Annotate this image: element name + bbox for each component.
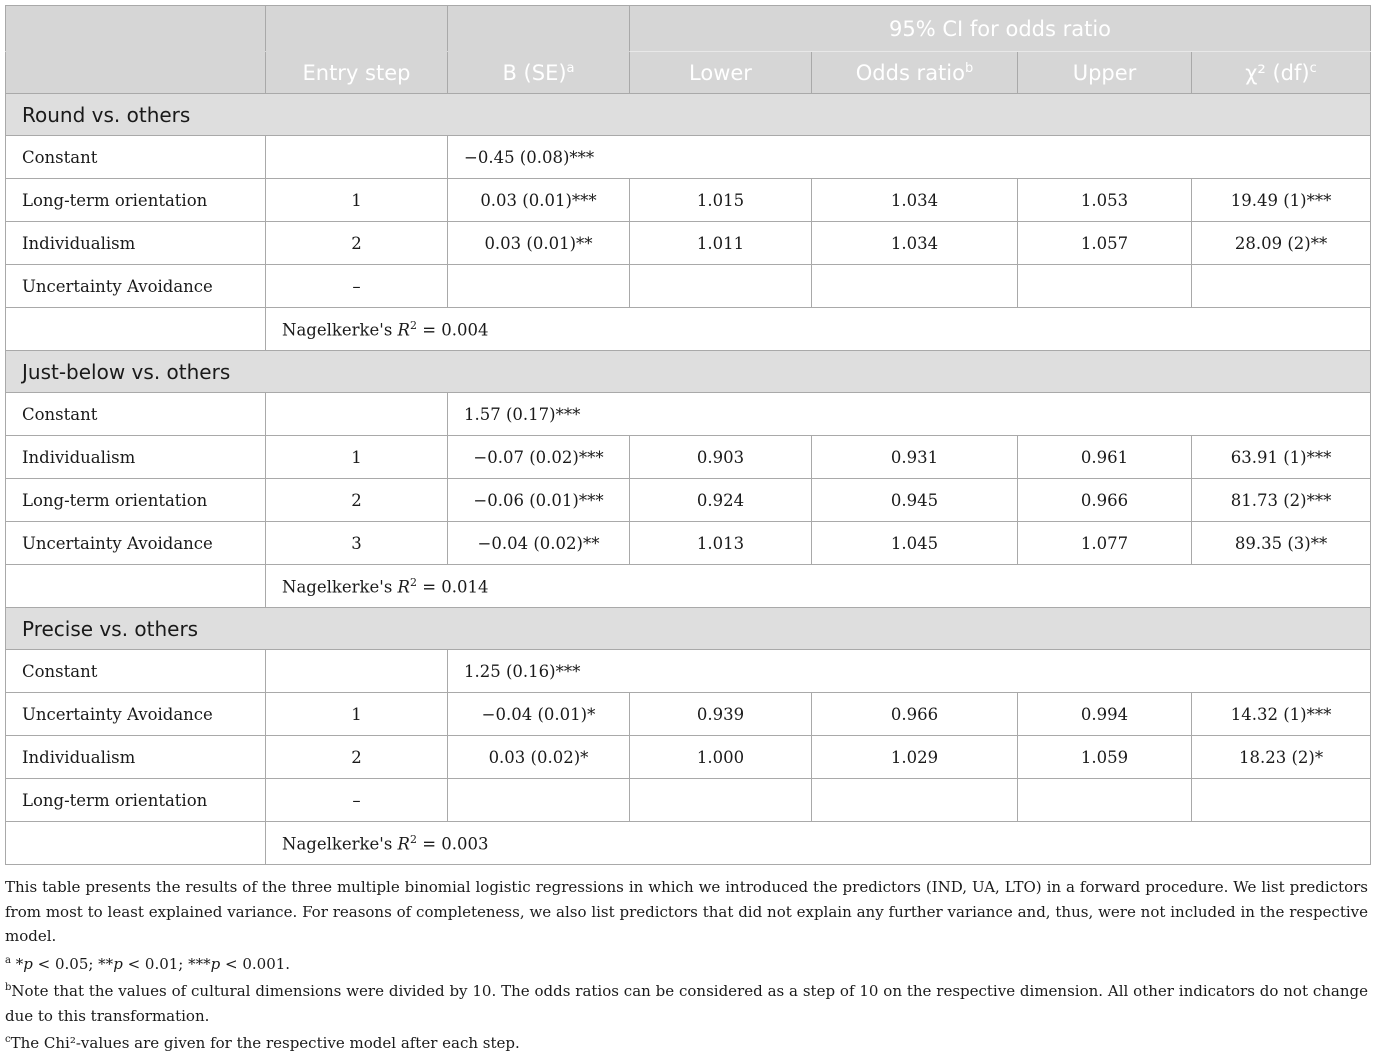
b-se-cell [448,779,630,822]
row-label: Individualism [6,436,266,479]
r-squared-row [6,565,1371,608]
entry-step-cell: 1 [266,179,448,222]
footnote-a-text [11,955,290,973]
lower-cell: 0.939 [630,693,812,736]
regression-table [5,5,1371,865]
r-squared-value: = 0.004 [416,320,489,340]
odds-ratio-cell: 1.034 [812,179,1018,222]
lower-cell: 0.924 [630,479,812,522]
footnote-a-fragment: < 0.05; ** [32,954,114,973]
b-se-cell: −0.06 (0.01)*** [448,479,630,522]
header-chi-square: χ² (df)$^c$ [1192,52,1371,94]
header-upper: Upper [1018,52,1192,94]
b-se-cell: −0.07 (0.02)*** [448,436,630,479]
r-squared-exponent: 2 [409,318,417,332]
entry-step-cell: 2 [266,479,448,522]
upper-cell [1018,265,1192,308]
b-se-cell [448,265,630,308]
chi-square-cell: 18.23 (2)* [1192,736,1371,779]
footnote-a: $^a$ *p < 0.05; **p < 0.01; ***p < 0.001. [5,954,291,973]
b-se-cell: −0.45 (0.08)*** [448,136,1371,179]
row-label: Uncertainty Avoidance [6,265,266,308]
row-label: Constant [6,393,266,436]
row-label: Long-term orientation [6,779,266,822]
header-b-se: B (SE)$^a$ [448,52,630,94]
row-label: Individualism [6,736,266,779]
odds-ratio-cell: 1.034 [812,222,1018,265]
upper-cell: 1.057 [1018,222,1192,265]
r-squared-variable: R [397,834,410,854]
lower-cell: 0.903 [630,436,812,479]
constant-row [6,393,1371,436]
row-label: Constant [6,650,266,693]
r-squared-exponent: 2 [409,832,417,846]
footnote-a-fragment: p [23,954,33,973]
chi-square-cell: 81.73 (2)*** [1192,479,1371,522]
lower-cell: 1.000 [630,736,812,779]
upper-cell: 0.966 [1018,479,1192,522]
odds-ratio-cell: 0.966 [812,693,1018,736]
row-label: Individualism [6,222,266,265]
chi-square-cell [1192,265,1371,308]
r-squared-cell [266,565,1371,608]
entry-step-cell: 1 [266,693,448,736]
header-lower: Lower [630,52,812,94]
b-se-cell: 1.25 (0.16)*** [448,650,1371,693]
section-header-row [6,608,1371,650]
table-header [6,6,1371,94]
b-se-cell: 0.03 (0.01)*** [448,179,630,222]
header-entry-step: Entry step [266,52,448,94]
section-header-row [6,94,1371,136]
upper-cell: 0.994 [1018,693,1192,736]
chi-square-cell: 19.49 (1)*** [1192,179,1371,222]
chi-square-cell: 14.32 (1)*** [1192,693,1371,736]
footnote-c: $^c$The Chi²-values are given for the respective model after each step. [5,1034,520,1052]
r-squared-exponent: 2 [409,575,417,589]
constant-row [6,650,1371,693]
lower-cell: 1.015 [630,179,812,222]
r-squared-row [6,822,1371,865]
footnote-a-fragment: p [210,954,221,973]
entry-step-cell [266,650,448,693]
table-row [6,222,1371,265]
row-label: Uncertainty Avoidance [6,522,266,565]
table-row [6,522,1371,565]
blank-cell [6,565,266,608]
entry-step-cell: 3 [266,522,448,565]
r-squared-prefix: Nagelkerke's [282,320,398,340]
header-blank-cell [6,6,266,52]
table-row [6,693,1371,736]
row-label: Long-term orientation [6,179,266,222]
r-squared-value: = 0.003 [416,834,489,854]
header-odds-ratio: Odds ratio$^b$ [812,52,1018,94]
table-footnotes [5,875,1368,1056]
chi-square-cell: 63.91 (1)*** [1192,436,1371,479]
table-row [6,265,1371,308]
footnote-b: $^b$Note that the values of cultural dimensions were divided by 10. The odds ratios can be considered as a step of 10 on the respective dimension. All other indicators do not change due to this transformation. [5,982,1368,1025]
b-se-cell: −0.04 (0.02)** [448,522,630,565]
row-label: Long-term orientation [6,479,266,522]
r-squared-prefix: Nagelkerke's [282,577,398,597]
upper-cell: 1.077 [1018,522,1192,565]
section-header-row [6,351,1371,393]
r-squared-cell [266,308,1371,351]
table-row [6,479,1371,522]
upper-cell: 1.059 [1018,736,1192,779]
header-blank-cell [448,6,630,52]
b-se-cell: 0.03 (0.01)** [448,222,630,265]
r-squared-prefix: Nagelkerke's [282,834,398,854]
b-se-cell: 1.57 (0.17)*** [448,393,1371,436]
chi-square-cell: 89.35 (3)** [1192,522,1371,565]
lower-cell: 1.011 [630,222,812,265]
r-squared-variable: R [397,320,410,340]
row-label: Constant [6,136,266,179]
chi-square-cell: 28.09 (2)** [1192,222,1371,265]
header-ci-group: 95% CI for odds ratio [630,6,1371,52]
entry-step-cell: 2 [266,222,448,265]
odds-ratio-cell: 0.931 [812,436,1018,479]
entry-step-cell: – [266,779,448,822]
constant-row [6,136,1371,179]
table-row [6,779,1371,822]
blank-cell [6,822,266,865]
footnote-main: This table presents the results of the three multiple binomial logistic regressions in which we introduced the predictors (IND, UA, LTO) in a forward procedure. We list predictors from most to least explained variance. For reasons of completeness, we also list predictors that did not explain any further variance and, thus, were not included in the respective model. [5,878,1368,945]
b-se-cell: 0.03 (0.02)* [448,736,630,779]
footnote-a-fragment: * [10,954,24,973]
lower-cell [630,779,812,822]
table-row [6,736,1371,779]
entry-step-cell [266,136,448,179]
footnote-a-fragment: p [113,954,123,973]
entry-step-cell [266,393,448,436]
row-label: Uncertainty Avoidance [6,693,266,736]
header-blank-cell [6,52,266,94]
table-row [6,179,1371,222]
upper-cell [1018,779,1192,822]
section-title: Just-below vs. others [6,351,1371,393]
entry-step-cell: 2 [266,736,448,779]
lower-cell [630,265,812,308]
chi-square-cell [1192,779,1371,822]
r-squared-variable: R [397,577,410,597]
odds-ratio-cell: 1.045 [812,522,1018,565]
odds-ratio-cell: 0.945 [812,479,1018,522]
odds-ratio-cell [812,265,1018,308]
odds-ratio-cell: 1.029 [812,736,1018,779]
footnote-a-fragment: < 0.01; *** [122,954,211,973]
table-row [6,436,1371,479]
header-blank-cell [266,6,448,52]
odds-ratio-cell [812,779,1018,822]
upper-cell: 1.053 [1018,179,1192,222]
upper-cell: 0.961 [1018,436,1192,479]
entry-step-cell: 1 [266,436,448,479]
section-title: Precise vs. others [6,608,1371,650]
r-squared-row [6,308,1371,351]
entry-step-cell: – [266,265,448,308]
footnote-a-fragment: < 0.001. [220,954,291,973]
b-se-cell: −0.04 (0.01)* [448,693,630,736]
r-squared-cell [266,822,1371,865]
lower-cell: 1.013 [630,522,812,565]
table-body [6,94,1371,865]
blank-cell [6,308,266,351]
section-title: Round vs. others [6,94,1371,136]
r-squared-value: = 0.014 [416,577,489,597]
